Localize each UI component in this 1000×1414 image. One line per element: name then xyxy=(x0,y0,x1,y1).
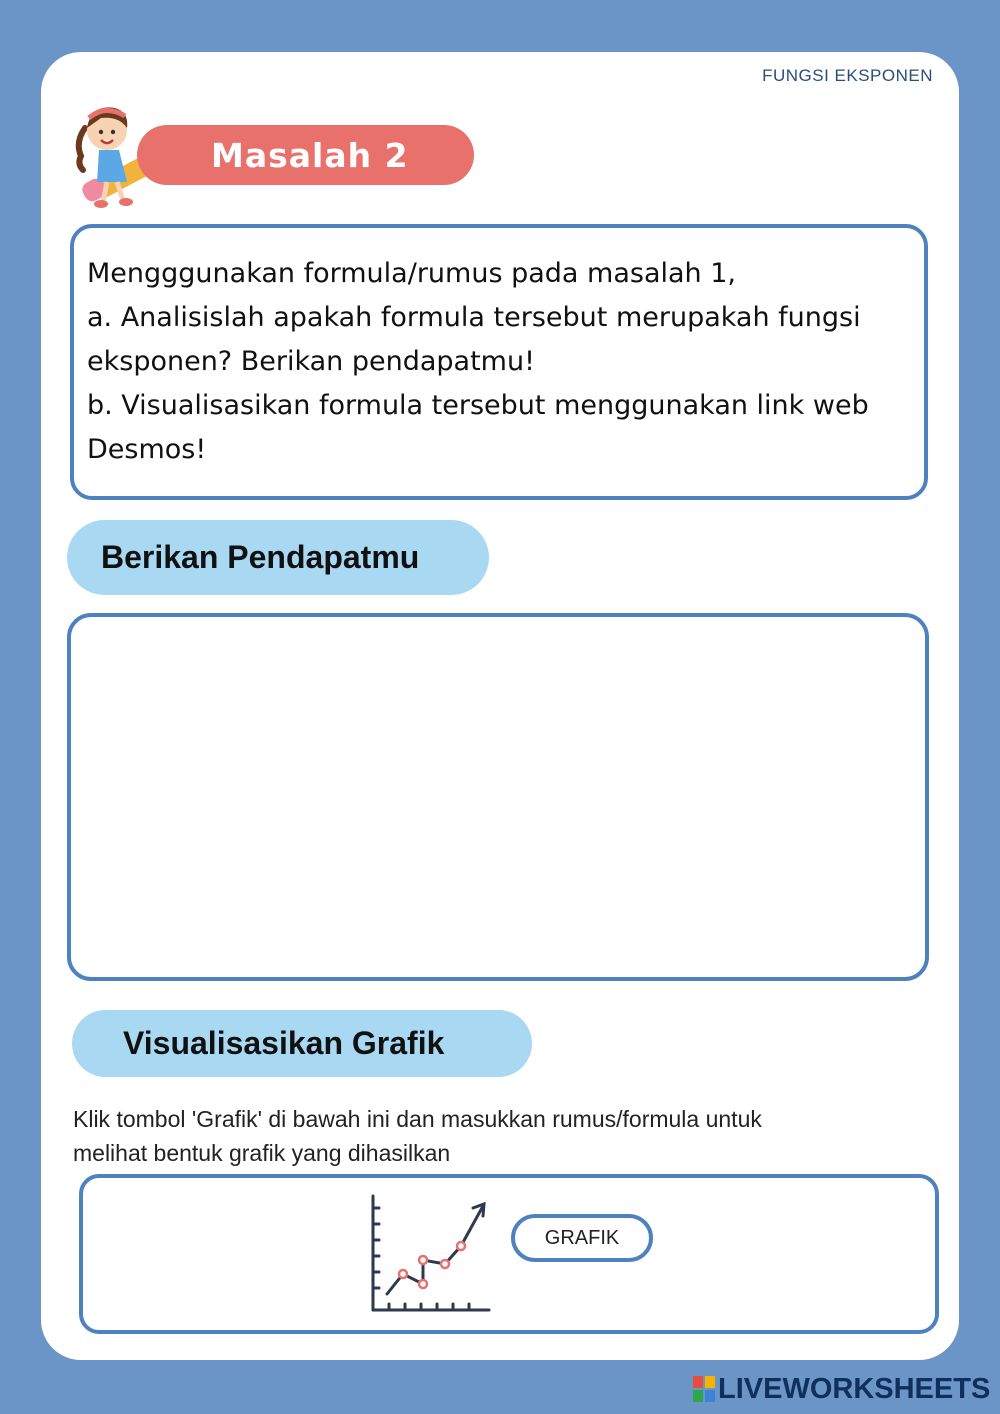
graph-instruction xyxy=(73,1102,933,1170)
header-title: FUNGSI EKSPONEN xyxy=(762,66,933,85)
instruction-line: melihat bentuk grafik yang dihasilkan xyxy=(73,1140,451,1166)
opinion-heading: Berikan Pendapatmu xyxy=(67,520,489,595)
liveworksheets-brand[interactable] xyxy=(692,1372,990,1406)
grafik-button[interactable]: GRAFIK xyxy=(511,1214,653,1262)
brand-name: LIVEWORKSHEETS xyxy=(718,1372,991,1405)
problem-badge: Masalah 2 xyxy=(137,125,474,185)
line-chart-icon xyxy=(363,1192,493,1318)
problem-line: a. Analisislah apakah formula tersebut merupakah fungsi xyxy=(87,302,861,333)
problem-statement-box xyxy=(70,224,928,500)
problem-line: b. Visualisasikan formula tersebut menggunakan link web xyxy=(87,390,869,421)
problem-line: eksponen? Berikan pendapatmu! xyxy=(87,346,535,377)
graph-link-box xyxy=(79,1174,939,1334)
instruction-line: Klik tombol 'Grafik' di bawah ini dan masukkan rumus/formula untuk xyxy=(73,1106,762,1132)
worksheet-page xyxy=(41,52,959,1360)
problem-line: Desmos! xyxy=(87,434,207,465)
problem-line: Mengggunakan formula/rumus pada masalah 1, xyxy=(87,258,737,289)
opinion-answer-field[interactable] xyxy=(67,613,929,981)
graph-section-heading: Visualisasikan Grafik xyxy=(72,1010,532,1077)
liveworksheets-logo-icon xyxy=(692,1375,716,1403)
